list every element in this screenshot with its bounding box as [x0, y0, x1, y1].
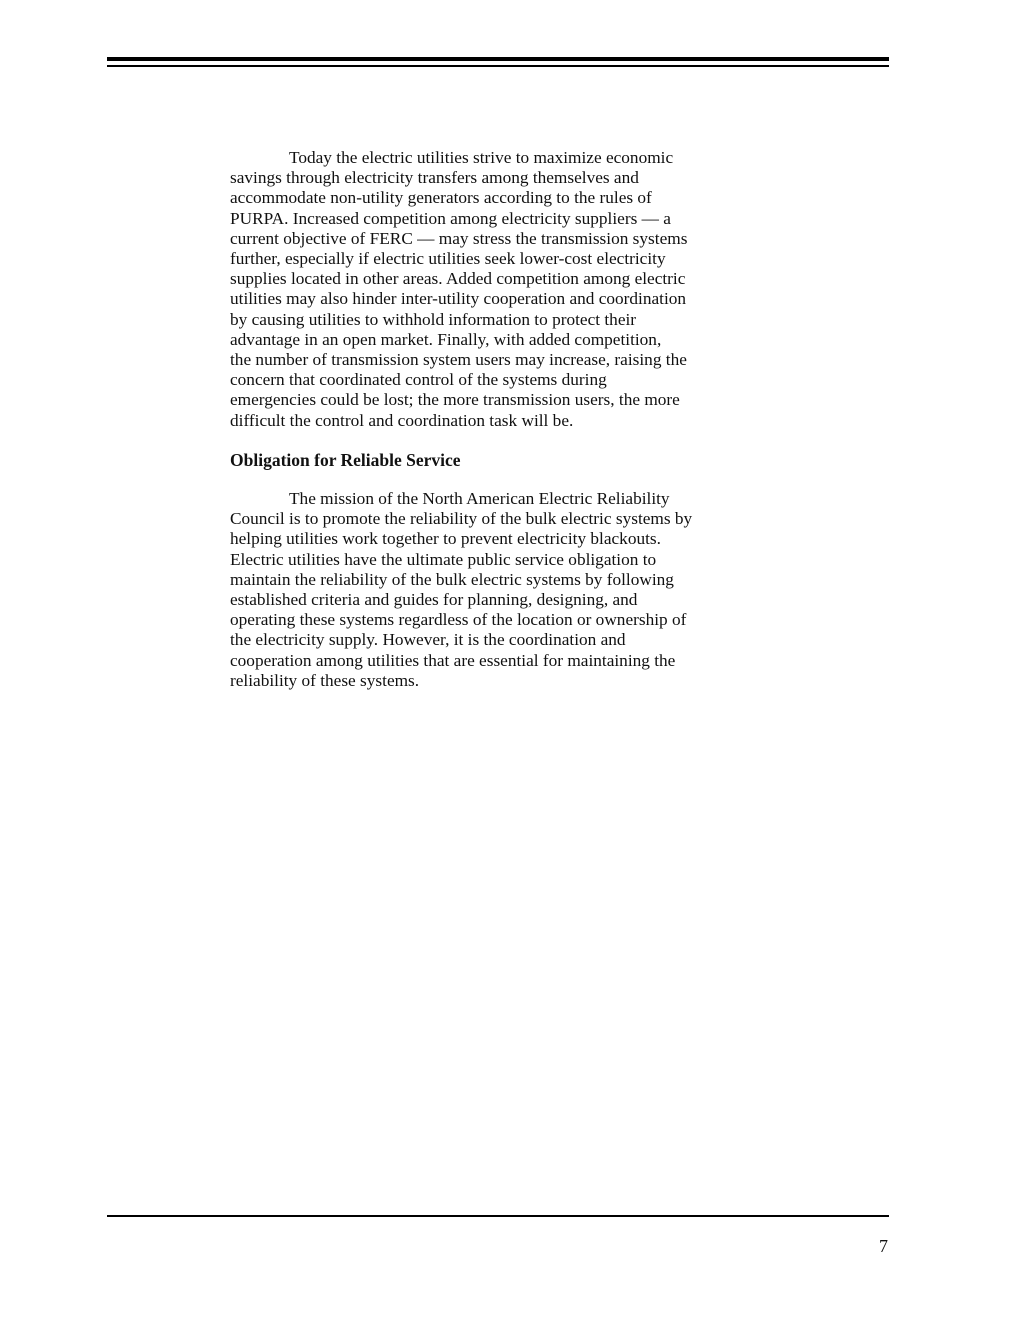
- text-line: by causing utilities to withhold information to protect their: [230, 309, 637, 329]
- page-number: 7: [879, 1236, 888, 1256]
- text-line: current objective of FERC — may stress the transmission systems: [230, 228, 688, 248]
- text-line: established criteria and guides for planning, designing, and: [230, 590, 638, 610]
- text-line: maintain the reliability of the bulk electric systems by following: [230, 569, 674, 589]
- text-line: reliability of these systems.: [230, 670, 420, 690]
- text-line: savings through electricity transfers among themselves and: [230, 168, 639, 188]
- text-line: Electric utilities have the ultimate public service obligation to: [230, 549, 657, 569]
- section-heading: Obligation for Reliable Service: [230, 450, 461, 470]
- header-rule-thin: [107, 65, 889, 67]
- text-line: utilities may also hinder inter-utility cooperation and coordination: [230, 289, 687, 309]
- text-line: the electricity supply. However, it is the coordination and: [230, 630, 626, 650]
- text-line: concern that coordinated control of the systems during: [230, 370, 607, 390]
- text-line: the number of transmission system users may increase, raising the: [230, 350, 687, 370]
- paragraph-reliability: [230, 489, 790, 691]
- text-line: The mission of the North American Electric Reliability: [289, 489, 670, 508]
- text-line: cooperation among utilities that are essential for maintaining the: [230, 650, 676, 670]
- footer-rule: [107, 1215, 889, 1217]
- header-rule-thick: [107, 57, 889, 61]
- text-line: difficult the control and coordination task will be.: [230, 410, 574, 430]
- text-line: PURPA. Increased competition among electricity suppliers — a: [230, 208, 671, 228]
- text-line: Today the electric utilities strive to maximize economic: [289, 148, 674, 167]
- paragraph-competition: [230, 148, 790, 431]
- text-line: advantage in an open market. Finally, with added competition,: [230, 329, 662, 349]
- text-line: accommodate non-utility generators according to the rules of: [230, 188, 652, 208]
- text-line: Council is to promote the reliability of the bulk electric systems by: [230, 509, 693, 529]
- text-line: emergencies could be lost; the more transmission users, the more: [230, 390, 680, 410]
- text-line: helping utilities work together to prevent electricity blackouts.: [230, 529, 661, 549]
- text-line: operating these systems regardless of the location or ownership of: [230, 610, 687, 630]
- text-line: supplies located in other areas. Added competition among electric: [230, 269, 686, 289]
- text-line: further, especially if electric utilities seek lower-cost electricity: [230, 249, 666, 269]
